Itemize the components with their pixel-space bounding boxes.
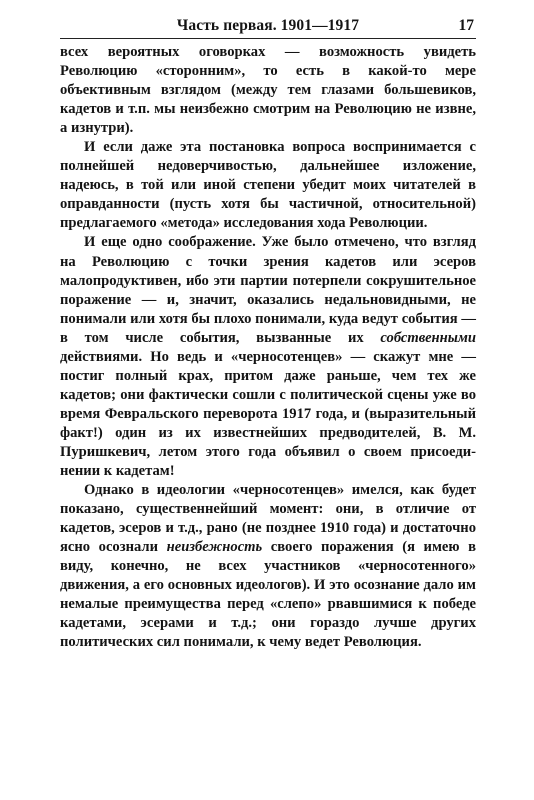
paragraph-text: Однако в идеологии «черносотенцев» имелся, как будет показано, существеннейший момент: они, в отличие от кадетов, эсеров и т.д., рано (не позднее 1910 года) и достаточно ясно осознали [60,482,476,556]
paragraph [60,233,476,481]
paragraph-text: И если даже эта постановка вопроса воспринимается с полнейшей недоверчивостью, дальнейшее изложение, надеюсь, в той или иной степени убедит моих читателей в оправданности (пусть хотя бы частичной, относительной) предлагаемого «метода» исследования хода Революции. [60,139,476,232]
emphasis-text: собственными [380,329,476,346]
emphasis-text: неизбежность [166,539,263,556]
paragraph-text: всех вероятных оговорках — возможность увидеть Революцию «сторонним», то есть в какой-то мере объективным взглядом (между тем глазами большевиков, кадетов и т.п. мы неизбежно смотрим на Революцию не извне, а изнутри). [60,44,476,137]
running-title: Часть первая. 1901—1917 [176,17,360,34]
paragraph [60,481,476,652]
page-number: 17 [458,17,474,34]
paragraph-text: И еще одно соображение. Уже было отмечено, что взгляд на Революцию с точки зрения кадетов или эсеров малопродуктивен, ибо эти партии потерпели сокрушительное поражение — и, значит, оказались недальновидными, не понимали или хотя бы плохо понимали, куда ведут события — в том числе события, вызванные их [60,234,476,346]
paragraph [60,43,476,138]
paragraph-text: своего поражения (я имею в виду, конечно, не всех участников «черносотенного» движения, а его основных идеологов). И это осознание дало им немалые преимущества перед «слепо» рвавшимися к победе кадетами, эсерами и т.д.; они гораздо лучше других политических сил понимали, к чему ведет Революция. [60,539,476,651]
paragraph-text: действиями. Но ведь и «черносотенцев» — скажут мне — постиг полный крах, притом даже раньше, чем тех же кадетов; они фактически сошли с политической сцены уже во время Февральского переворота 1917 года, и (выразительный факт!) один из их известнейших предводителей, В. М. Пуришкевич, летом этого года объявил о своем присоединении к кадетам! [60,348,476,480]
running-header [60,14,476,39]
main-text [60,43,476,653]
paragraph [60,138,476,233]
